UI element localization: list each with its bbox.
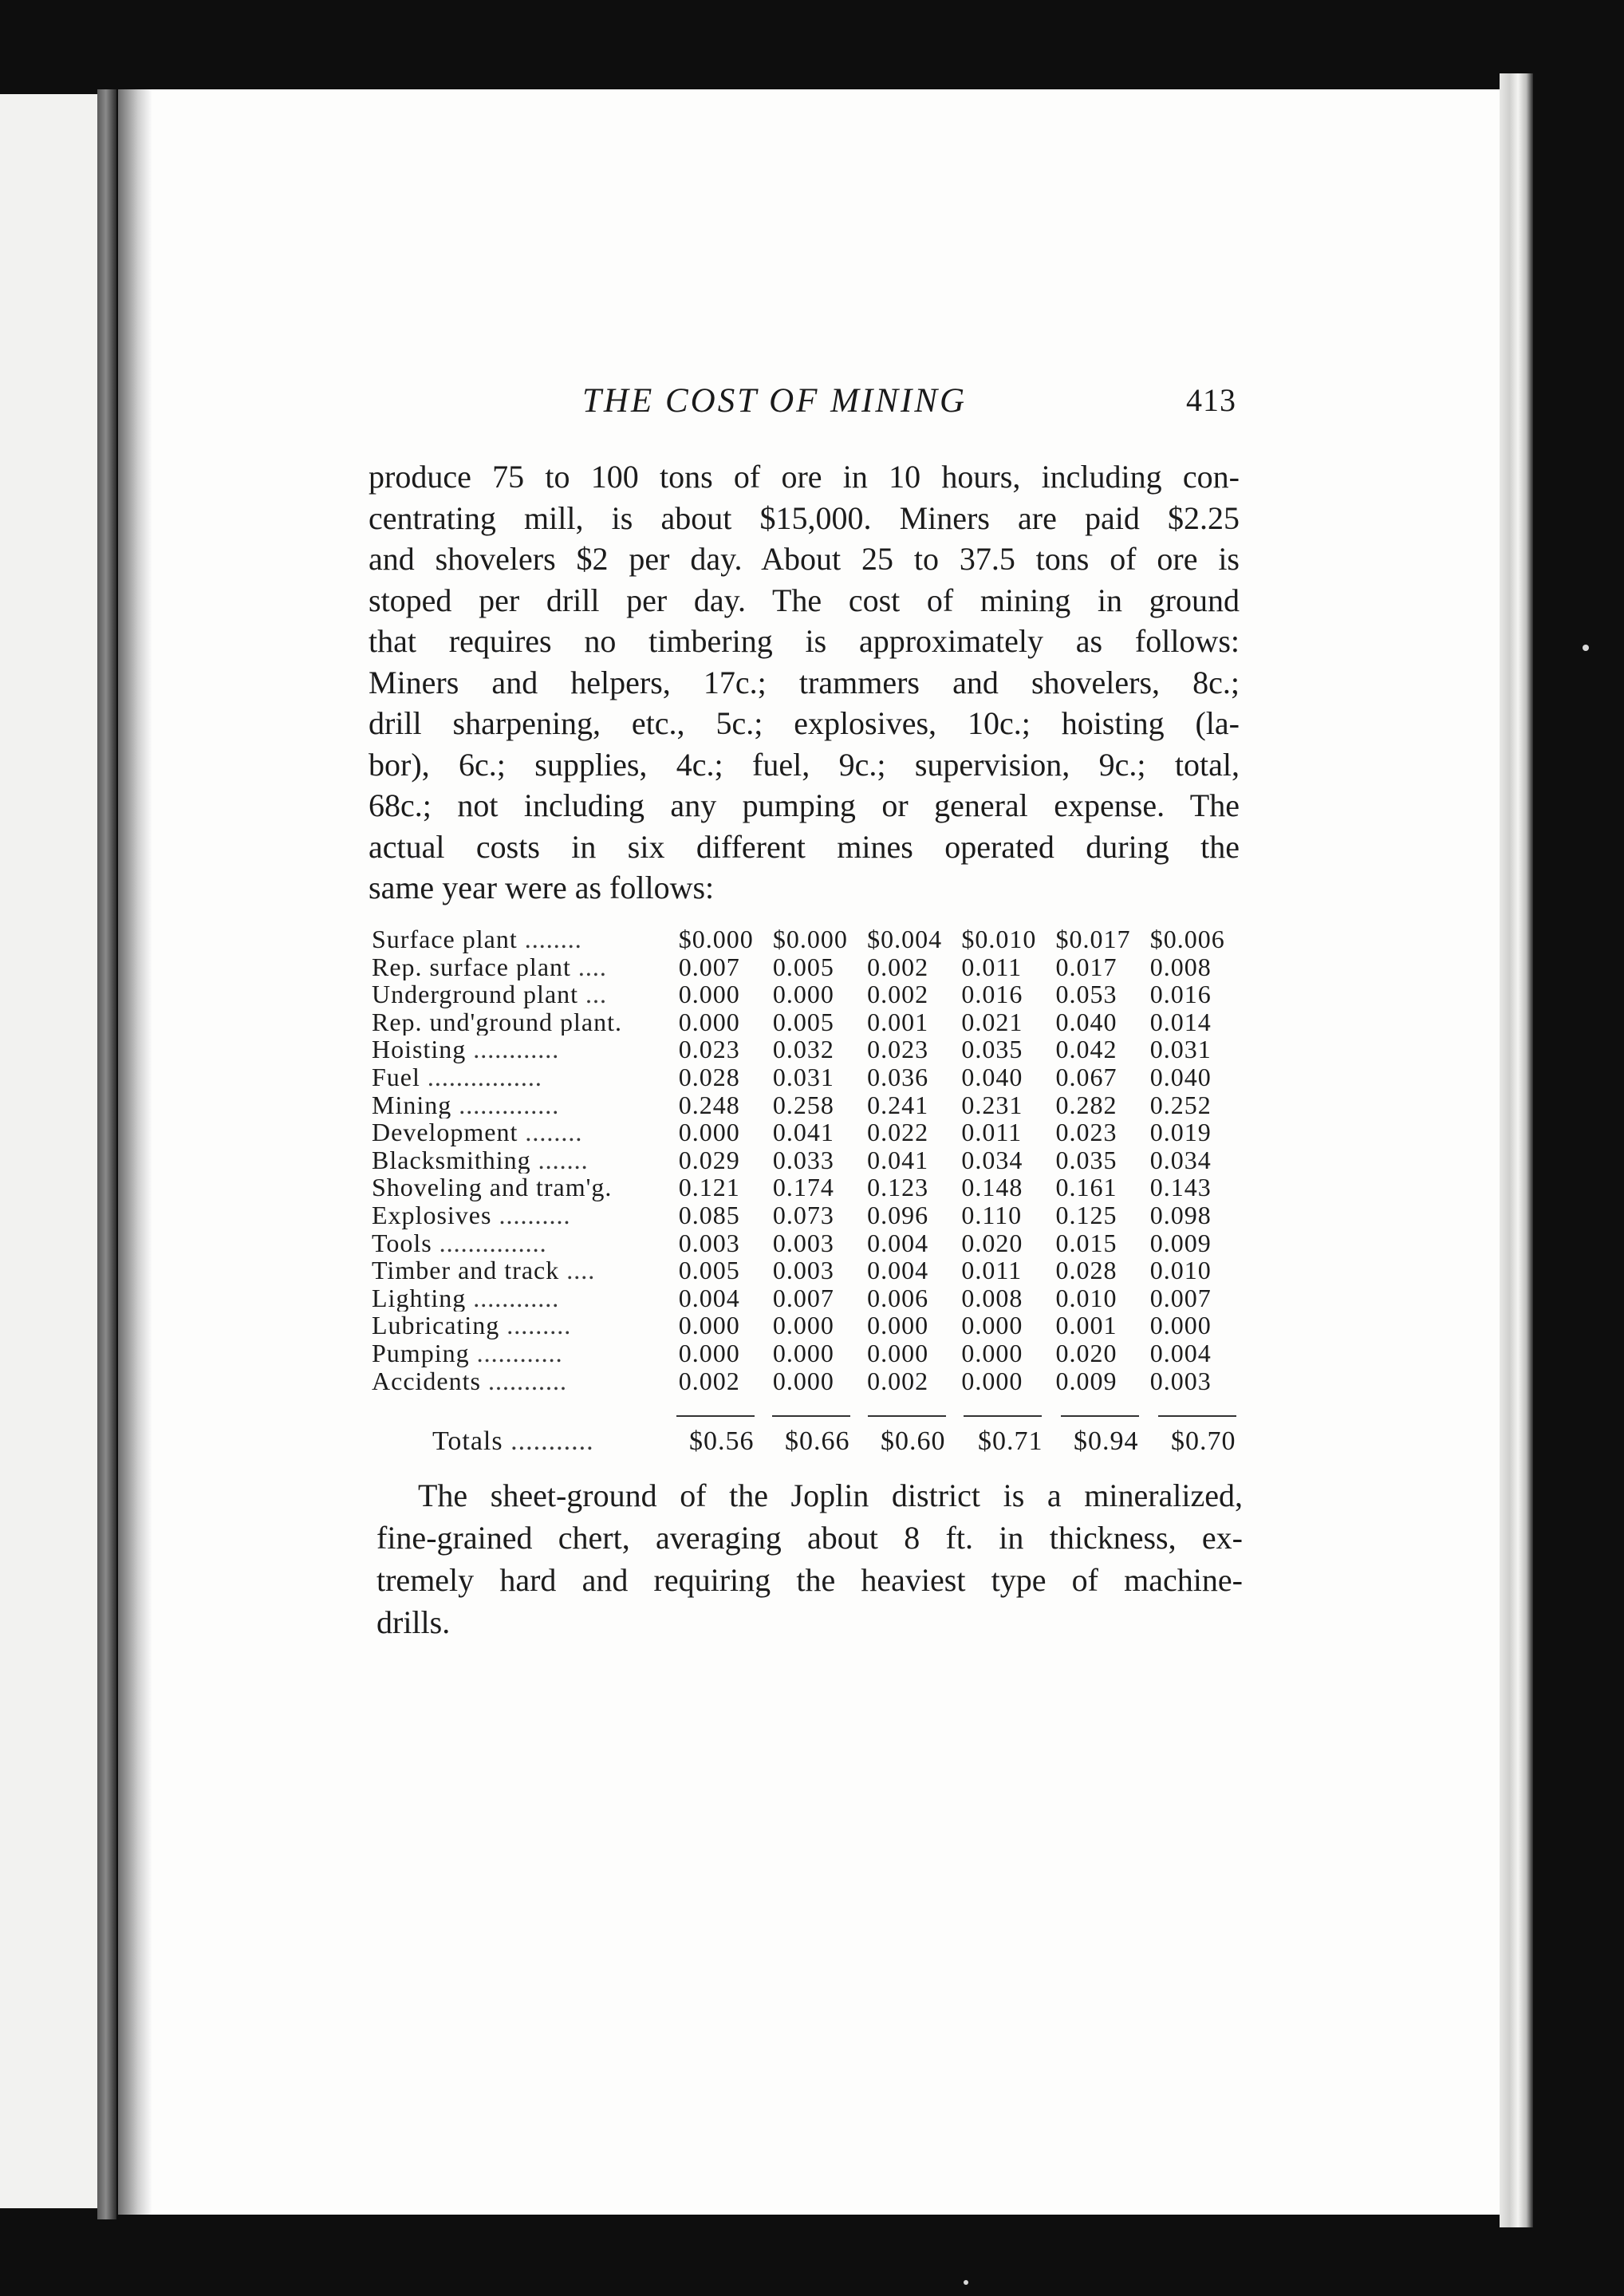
table-row bbox=[372, 1284, 1244, 1312]
cost-value: 0.023 bbox=[867, 1035, 929, 1064]
total-value: $0.70 bbox=[1171, 1426, 1236, 1456]
table-row bbox=[372, 1146, 1244, 1174]
total-rule bbox=[964, 1415, 1042, 1417]
cost-value: 0.248 bbox=[678, 1090, 740, 1119]
leader-dots: ......... bbox=[507, 1312, 572, 1339]
row-label-cell bbox=[372, 1201, 679, 1229]
text-line: fine-grained chert, averaging about 8 ft. in thickness, ex- bbox=[376, 1520, 1243, 1556]
cost-value: 0.282 bbox=[1055, 1090, 1117, 1119]
cost-value: 0.022 bbox=[867, 1118, 929, 1147]
row-label-cell bbox=[372, 1063, 679, 1091]
total-rule bbox=[1061, 1415, 1139, 1417]
table-row bbox=[372, 1091, 1244, 1119]
cost-value: $0.006 bbox=[1149, 925, 1225, 953]
table-row bbox=[372, 1063, 1244, 1091]
cost-value: 0.034 bbox=[961, 1145, 1023, 1174]
row-label: Surface plant bbox=[372, 925, 518, 953]
table-row bbox=[372, 1036, 1244, 1063]
table-row bbox=[372, 1229, 1244, 1257]
leader-dots: ............... bbox=[439, 1229, 547, 1257]
row-label: Mining bbox=[372, 1091, 452, 1119]
cost-value: 0.002 bbox=[678, 1366, 740, 1395]
text-line: The sheet-ground of the Joplin district is a mineralized, bbox=[418, 1477, 1243, 1513]
cost-value: 0.002 bbox=[867, 980, 929, 1009]
cost-value: 0.028 bbox=[1055, 1256, 1117, 1285]
cost-value: 0.028 bbox=[678, 1062, 740, 1091]
leader-dots: ........... bbox=[487, 1367, 567, 1395]
cost-value: 0.009 bbox=[1149, 1228, 1212, 1257]
cost-value: 0.011 bbox=[961, 952, 1023, 981]
cost-value: 0.007 bbox=[772, 1283, 834, 1312]
cost-value: 0.041 bbox=[867, 1145, 929, 1174]
row-label-cell bbox=[372, 1008, 679, 1036]
page-gutter-shadow bbox=[118, 89, 152, 2215]
total-value: $0.71 bbox=[978, 1426, 1043, 1456]
cost-value: 0.001 bbox=[867, 1007, 929, 1036]
cost-value: 0.098 bbox=[1149, 1200, 1212, 1229]
row-label: Accidents bbox=[372, 1367, 481, 1395]
total-value: $0.66 bbox=[785, 1426, 850, 1456]
running-title: THE COST OF MINING bbox=[582, 382, 968, 420]
cost-value: 0.000 bbox=[867, 1338, 929, 1367]
cost-value: 0.005 bbox=[678, 1256, 740, 1285]
cost-value: 0.000 bbox=[772, 980, 834, 1009]
total-value: $0.60 bbox=[881, 1426, 946, 1456]
cost-value: 0.000 bbox=[1149, 1311, 1212, 1340]
row-label: Hoisting bbox=[372, 1036, 467, 1063]
cost-value: 0.000 bbox=[678, 1311, 740, 1340]
text-line: that requires no timbering is approximately as follows: bbox=[369, 623, 1240, 659]
cost-value: 0.008 bbox=[961, 1283, 1023, 1312]
row-label: Lubricating bbox=[372, 1312, 500, 1339]
cost-value: 0.023 bbox=[1055, 1118, 1117, 1147]
cost-value: 0.031 bbox=[1149, 1035, 1212, 1064]
cost-value: 0.053 bbox=[1055, 980, 1117, 1009]
row-label-cell bbox=[372, 1284, 679, 1312]
cost-value: 0.004 bbox=[867, 1228, 929, 1257]
text-line: drill sharpening, etc., 5c.; explosives, 10c.; hoisting (la- bbox=[369, 705, 1240, 741]
row-label: Fuel bbox=[372, 1063, 420, 1091]
totals-rules bbox=[676, 1415, 1244, 1418]
leader-dots: ............ bbox=[473, 1284, 560, 1312]
row-label: Timber and track bbox=[372, 1256, 560, 1284]
cost-value: 0.007 bbox=[678, 952, 740, 981]
cost-value: 0.000 bbox=[867, 1311, 929, 1340]
cost-value: 0.005 bbox=[772, 1007, 834, 1036]
cost-value: 0.004 bbox=[1149, 1338, 1212, 1367]
row-label-cell bbox=[372, 1091, 679, 1119]
page-header bbox=[582, 381, 1236, 429]
cost-value: 0.085 bbox=[678, 1200, 740, 1229]
row-label-cell bbox=[372, 980, 679, 1008]
total-rule bbox=[868, 1415, 946, 1417]
table-row bbox=[372, 953, 1244, 981]
table-row bbox=[372, 1174, 1244, 1201]
cost-value: 0.000 bbox=[678, 1007, 740, 1036]
table-row bbox=[372, 1339, 1244, 1367]
page-stack-edge bbox=[1500, 73, 1533, 2227]
cost-value: 0.007 bbox=[1149, 1283, 1212, 1312]
row-label-cell bbox=[372, 1118, 679, 1146]
cost-value: 0.000 bbox=[678, 1118, 740, 1147]
cost-value: $0.004 bbox=[867, 925, 943, 953]
row-label: Blacksmithing bbox=[372, 1146, 531, 1174]
totals-row bbox=[372, 1426, 1244, 1462]
facing-page bbox=[0, 94, 102, 2208]
text-line: 68c.; not including any pumping or general expense. The bbox=[369, 787, 1240, 823]
leader-dots: ............ bbox=[473, 1036, 560, 1063]
table-row bbox=[372, 1256, 1244, 1284]
leader-dots: ................ bbox=[427, 1063, 542, 1091]
cost-value: 0.241 bbox=[867, 1090, 929, 1119]
cost-value: 0.005 bbox=[772, 952, 834, 981]
row-label: Tools bbox=[372, 1229, 432, 1257]
cost-value: 0.042 bbox=[1055, 1035, 1117, 1064]
cost-value: 0.036 bbox=[867, 1062, 929, 1091]
cost-value: 0.011 bbox=[961, 1256, 1023, 1285]
text-line: produce 75 to 100 tons of ore in 10 hours, including con- bbox=[369, 459, 1240, 495]
cost-value: 0.000 bbox=[961, 1338, 1023, 1367]
cost-value: 0.004 bbox=[678, 1283, 740, 1312]
page-number: 413 bbox=[1186, 382, 1236, 418]
row-label: Rep. surface plant bbox=[372, 953, 571, 981]
cost-value: 0.001 bbox=[1055, 1311, 1117, 1340]
total-value: $0.94 bbox=[1074, 1426, 1139, 1456]
cost-value: 0.011 bbox=[961, 1118, 1023, 1147]
row-label-cell bbox=[372, 1256, 679, 1284]
row-label: Pumping bbox=[372, 1339, 470, 1367]
cost-value: 0.020 bbox=[1055, 1338, 1117, 1367]
cost-value: 0.003 bbox=[1149, 1366, 1212, 1395]
dust-speck bbox=[964, 2280, 968, 2285]
cost-value: 0.040 bbox=[1149, 1062, 1212, 1091]
cost-value: 0.067 bbox=[1055, 1062, 1117, 1091]
cost-value: 0.000 bbox=[772, 1338, 834, 1367]
row-label-cell bbox=[372, 925, 679, 953]
cost-value: 0.014 bbox=[1149, 1007, 1212, 1036]
leader-dots: ........ bbox=[524, 925, 582, 953]
leader-dots: ........ bbox=[525, 1118, 583, 1146]
cost-value: 0.020 bbox=[961, 1228, 1023, 1257]
leader-dots: ....... bbox=[538, 1146, 589, 1174]
cost-value: 0.143 bbox=[1149, 1173, 1212, 1202]
dust-speck bbox=[1583, 645, 1589, 651]
cost-value: 0.029 bbox=[678, 1145, 740, 1174]
cost-value: 0.019 bbox=[1149, 1118, 1212, 1147]
cost-value: 0.034 bbox=[1149, 1145, 1212, 1174]
cost-value: 0.035 bbox=[1055, 1145, 1117, 1174]
cost-value: 0.000 bbox=[772, 1311, 834, 1340]
table-row bbox=[372, 1312, 1244, 1339]
row-label-cell bbox=[372, 1229, 679, 1257]
leader-dots: ............ bbox=[476, 1339, 563, 1367]
leader-dots: .... bbox=[566, 1256, 596, 1284]
cost-value: 0.110 bbox=[961, 1200, 1023, 1229]
cost-value: 0.096 bbox=[867, 1200, 929, 1229]
text-line: stoped per drill per day. The cost of mining in ground bbox=[369, 582, 1240, 618]
row-label-cell bbox=[372, 1312, 679, 1339]
totals-label-text: Totals bbox=[432, 1426, 503, 1456]
book-spine-edge bbox=[97, 89, 116, 2219]
text-line: tremely hard and requiring the heaviest type of machine- bbox=[376, 1562, 1243, 1598]
cost-value: 0.258 bbox=[772, 1090, 834, 1119]
cost-value: 0.040 bbox=[1055, 1007, 1117, 1036]
cost-table-body bbox=[372, 925, 1244, 1395]
cost-value: 0.006 bbox=[867, 1283, 929, 1312]
cost-value: 0.040 bbox=[961, 1062, 1023, 1091]
table-row bbox=[372, 1008, 1244, 1036]
row-label: Development bbox=[372, 1118, 518, 1146]
table-row bbox=[372, 1118, 1244, 1146]
cost-value: 0.148 bbox=[961, 1173, 1023, 1202]
cost-value: 0.003 bbox=[678, 1228, 740, 1257]
text-line: drills. bbox=[376, 1604, 451, 1640]
cost-value: 0.016 bbox=[1149, 980, 1212, 1009]
text-line: centrating mill, is about $15,000. Miners are paid $2.25 bbox=[369, 499, 1240, 536]
text-line: same year were as follows: bbox=[369, 870, 715, 905]
cost-value: 0.033 bbox=[772, 1145, 834, 1174]
cost-value: 0.000 bbox=[772, 1366, 834, 1395]
cost-value: 0.000 bbox=[961, 1311, 1023, 1340]
row-label: Underground plant bbox=[372, 980, 579, 1008]
cost-value: 0.041 bbox=[772, 1118, 834, 1147]
cost-value: 0.252 bbox=[1149, 1090, 1212, 1119]
table-row bbox=[372, 1201, 1244, 1229]
cost-value: 0.000 bbox=[678, 1338, 740, 1367]
cost-value: 0.002 bbox=[867, 1366, 929, 1395]
total-rule bbox=[1158, 1415, 1236, 1417]
cost-value: $0.010 bbox=[961, 925, 1037, 953]
row-label-cell bbox=[372, 1339, 679, 1367]
paragraph-sheet-ground bbox=[376, 1474, 1243, 1643]
cost-value: 0.003 bbox=[772, 1256, 834, 1285]
cost-value: 0.003 bbox=[772, 1228, 834, 1257]
row-label-cell bbox=[372, 1174, 679, 1201]
leader-dots: ........... bbox=[510, 1426, 594, 1456]
row-label: Rep. und'ground plant. bbox=[372, 1008, 622, 1036]
cost-value: 0.023 bbox=[678, 1035, 740, 1064]
cost-value: 0.125 bbox=[1055, 1200, 1117, 1229]
table-row bbox=[372, 980, 1244, 1008]
row-label: Lighting bbox=[372, 1284, 467, 1312]
cost-value: 0.017 bbox=[1055, 952, 1117, 981]
cost-value: $0.000 bbox=[772, 925, 848, 953]
table-row bbox=[372, 1367, 1244, 1395]
paragraph-intro bbox=[369, 456, 1240, 909]
row-label-cell bbox=[372, 1036, 679, 1063]
cost-value: 0.016 bbox=[961, 980, 1023, 1009]
cost-value: 0.121 bbox=[678, 1173, 740, 1202]
leader-dots: .... bbox=[577, 953, 607, 981]
mining-cost-table bbox=[372, 925, 1244, 1395]
table-row bbox=[372, 925, 1244, 953]
total-rule bbox=[772, 1415, 850, 1417]
leader-dots: ... bbox=[585, 980, 608, 1008]
cost-value: 0.010 bbox=[1055, 1283, 1117, 1312]
cost-value: 0.231 bbox=[961, 1090, 1023, 1119]
text-line: Miners and helpers, 17c.; trammers and shovelers, 8c.; bbox=[369, 664, 1240, 700]
cost-value: 0.010 bbox=[1149, 1256, 1212, 1285]
cost-value: $0.017 bbox=[1055, 925, 1131, 953]
cost-value: 0.000 bbox=[961, 1366, 1023, 1395]
cost-value: 0.002 bbox=[867, 952, 929, 981]
cost-value: 0.123 bbox=[867, 1173, 929, 1202]
totals-label bbox=[432, 1426, 594, 1457]
total-value: $0.56 bbox=[689, 1426, 755, 1456]
cost-value: 0.032 bbox=[772, 1035, 834, 1064]
cost-value: 0.035 bbox=[961, 1035, 1023, 1064]
cost-value: 0.004 bbox=[867, 1256, 929, 1285]
cost-value: 0.021 bbox=[961, 1007, 1023, 1036]
cost-value: 0.031 bbox=[772, 1062, 834, 1091]
leader-dots: .......... bbox=[499, 1201, 571, 1229]
total-rule bbox=[676, 1415, 755, 1417]
cost-value: 0.073 bbox=[772, 1200, 834, 1229]
row-label: Explosives bbox=[372, 1201, 492, 1229]
text-line: and shovelers $2 per day. About 25 to 37.5 tons of ore is bbox=[369, 541, 1240, 577]
cost-value: 0.161 bbox=[1055, 1173, 1117, 1202]
cost-value: 0.009 bbox=[1055, 1366, 1117, 1395]
row-label-cell bbox=[372, 1146, 679, 1174]
cost-value: 0.008 bbox=[1149, 952, 1212, 981]
cost-value: $0.000 bbox=[678, 925, 754, 953]
leader-dots: .............. bbox=[459, 1091, 560, 1119]
text-line: bor), 6c.; supplies, 4c.; fuel, 9c.; supervision, 9c.; total, bbox=[369, 746, 1240, 783]
row-label-cell bbox=[372, 953, 679, 981]
cost-value: 0.000 bbox=[678, 980, 740, 1009]
cost-value: 0.174 bbox=[772, 1173, 834, 1202]
cost-value: 0.015 bbox=[1055, 1228, 1117, 1257]
row-label-cell bbox=[372, 1367, 679, 1395]
row-label: Shoveling and tram'g. bbox=[372, 1174, 613, 1201]
text-line: actual costs in six different mines operated during the bbox=[369, 828, 1240, 865]
